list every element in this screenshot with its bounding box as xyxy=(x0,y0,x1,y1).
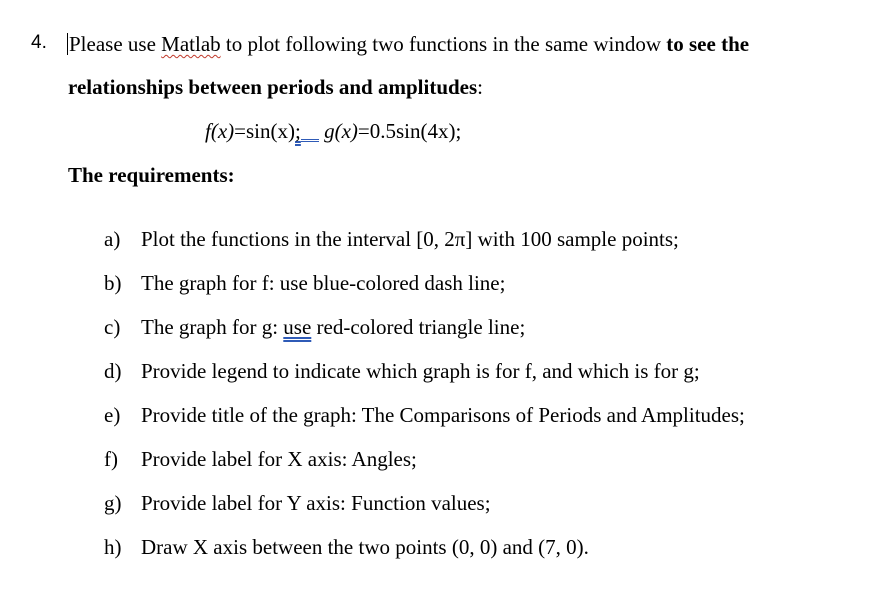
list-item-text: Provide label for X axis: Angles; xyxy=(141,447,417,471)
list-item-text: Draw X axis between the two points (0, 0) and (7, 0). xyxy=(141,535,589,559)
list-item-text xyxy=(141,317,525,338)
intro-start: Please use xyxy=(69,32,162,56)
relationships-colon: : xyxy=(477,75,484,99)
list-item-text: Provide legend to indicate which graph is for f, and which is for g; xyxy=(141,359,700,383)
list-item-label: f) xyxy=(104,447,118,471)
list-item-text-use: use xyxy=(283,315,312,339)
double-underline-gap xyxy=(301,138,319,142)
list-item-label: c) xyxy=(104,315,121,339)
list-item-label: g) xyxy=(104,491,122,515)
list-item-label: e) xyxy=(104,403,121,427)
f-var: (x) xyxy=(210,119,235,143)
list-item-text-before: The graph for g: xyxy=(141,315,284,339)
list-item-label: b) xyxy=(104,271,122,295)
list-item-text: Plot the functions in the interval [0, 2π] with 100 sample points; xyxy=(141,227,679,251)
f-semicolon: ; xyxy=(295,119,301,143)
requirements-heading: The requirements: xyxy=(68,163,235,187)
question-intro-line xyxy=(67,33,749,55)
functions-line xyxy=(205,121,461,142)
f-expression: =sin(x) xyxy=(234,119,295,143)
list-item-label: d) xyxy=(104,359,122,383)
list-item-text: Provide title of the graph: The Comparisons of Periods and Amplitudes; xyxy=(141,403,745,427)
question-number: 4. xyxy=(31,32,47,53)
list-item-label: h) xyxy=(104,535,122,559)
list-item-text-after: red-colored triangle line; xyxy=(311,315,526,339)
g-var: (x) xyxy=(334,119,358,143)
intro-mid: to plot following two functions in the same window xyxy=(220,32,667,56)
g-name: g xyxy=(324,119,335,143)
intro-bold-end: to see the xyxy=(666,32,750,56)
text-cursor xyxy=(67,33,68,55)
g-expression: =0.5sin(4x); xyxy=(357,119,462,143)
intro-matlab-word: Matlab xyxy=(161,32,221,56)
list-item-text: Provide label for Y axis: Function values; xyxy=(141,491,491,515)
f-name: f xyxy=(205,119,211,143)
list-item-text: The graph for f: use blue-colored dash line; xyxy=(141,271,506,295)
relationships-text: relationships between periods and amplitudes xyxy=(68,75,478,99)
list-item-label: a) xyxy=(104,227,121,251)
question-intro-line-2 xyxy=(68,77,483,98)
